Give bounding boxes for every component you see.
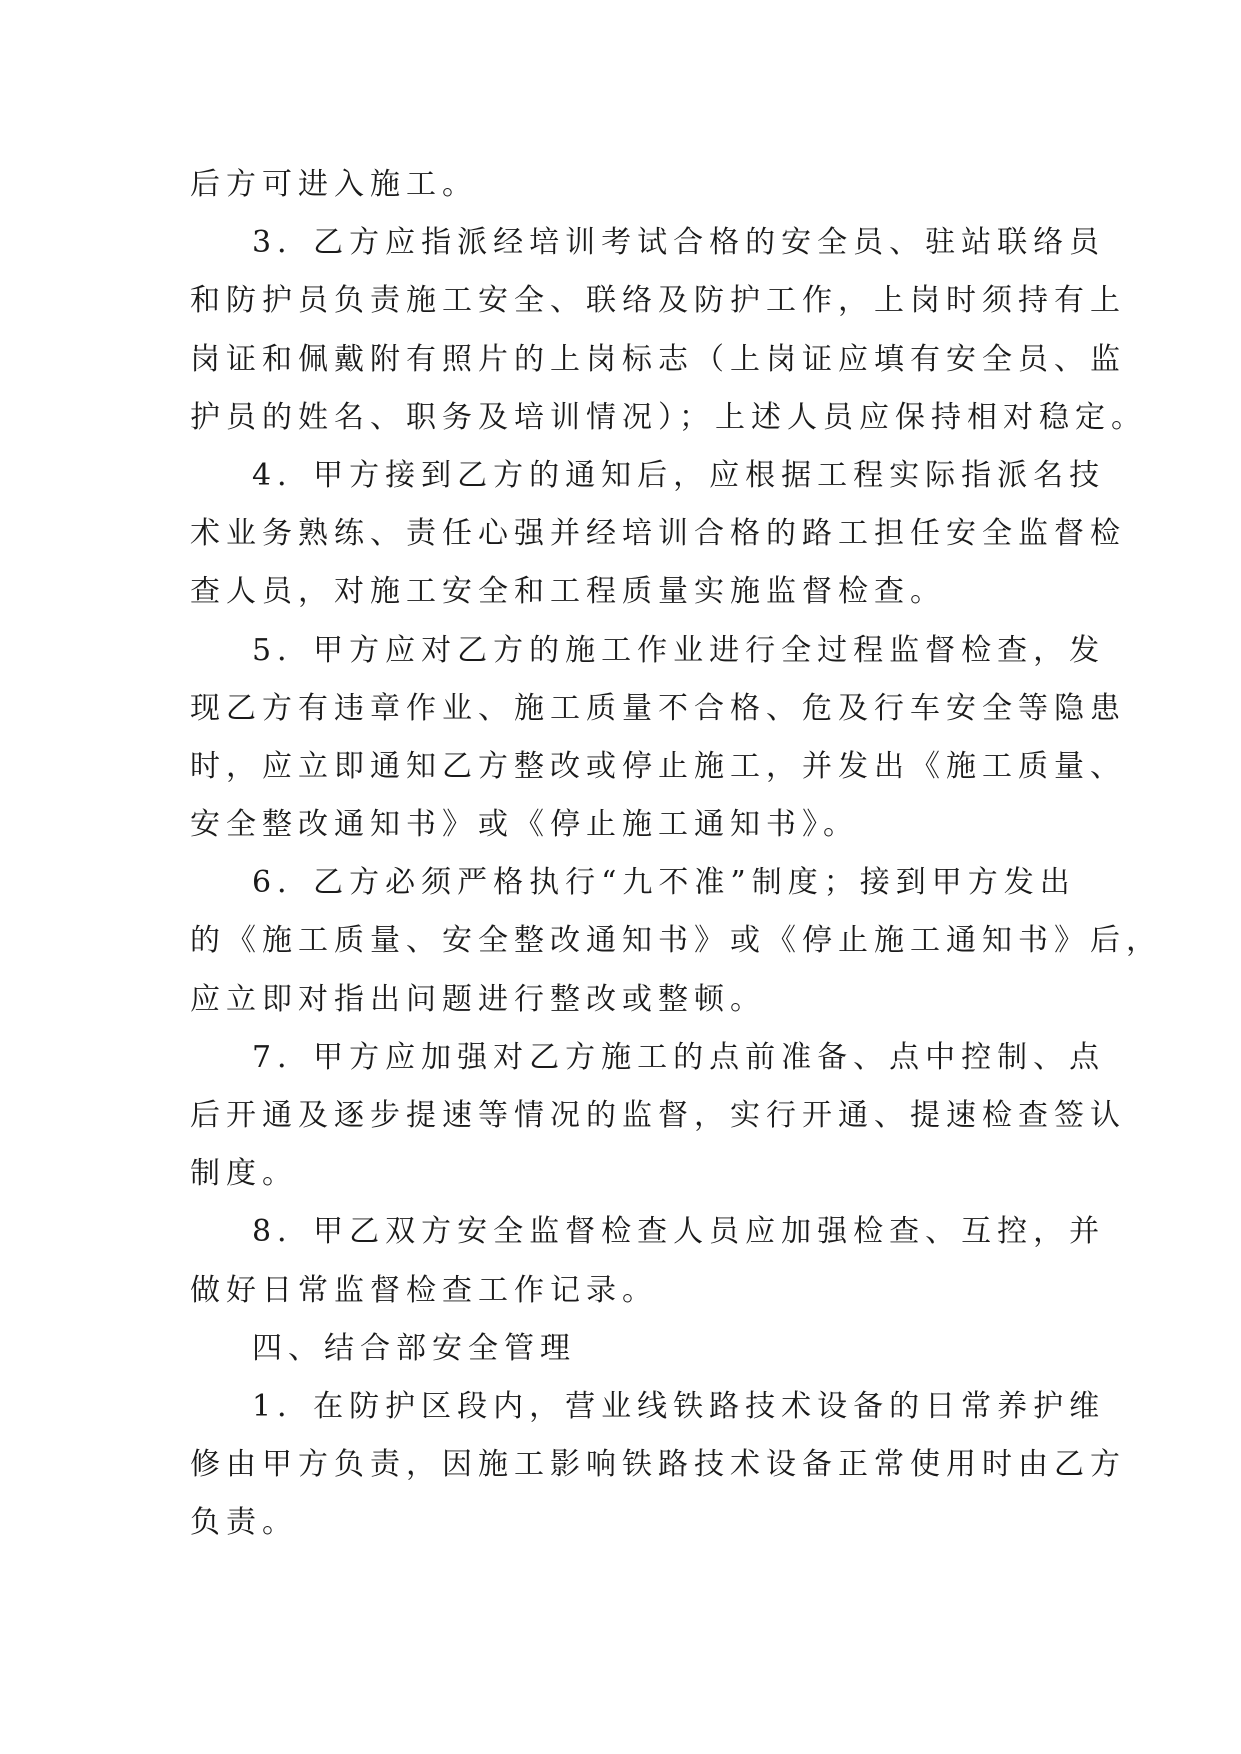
text-line: 现乙方有违章作业、施工质量不合格、危及行车安全等隐患	[190, 690, 1126, 726]
text-line: 制度。	[190, 1156, 298, 1192]
text-line: 8．甲乙双方安全监督检查人员应加强检查、互控，并	[252, 1214, 1106, 1250]
text-line: 修由甲方负责，因施工影响铁路技术设备正常使用时由乙方	[190, 1447, 1126, 1483]
text-line: 负责。	[190, 1505, 298, 1541]
text-line: 和防护员负责施工安全、联络及防护工作，上岗时须持有上	[190, 283, 1126, 319]
text-line: 做好日常监督检查工作记录。	[190, 1272, 658, 1308]
text-line: 岗证和佩戴附有照片的上岗标志（上岗证应填有安全员、监	[190, 341, 1126, 377]
text-line: 后开通及逐步提速等情况的监督，实行开通、提速检查签认	[190, 1098, 1126, 1133]
text-line: 应立即对指出问题进行整改或整顿。	[190, 981, 766, 1017]
text-line: 4．甲方接到乙方的通知后，应根据工程实际指派名技	[252, 457, 1106, 493]
text-line: 时，应立即通知乙方整改或停止施工，并发出《施工质量、	[190, 748, 1126, 784]
text-line: 7．甲方应加强对乙方施工的点前准备、点中控制、点	[252, 1039, 1106, 1075]
text-line: 5．甲方应对乙方的施工作业进行全过程监督检查，发	[252, 632, 1106, 668]
text-line: 查人员，对施工安全和工程质量实施监督检查。	[190, 574, 946, 610]
text-line: 护员的姓名、职务及培训情况）；上述人员应保持相对稳定。	[190, 399, 1147, 435]
document-body	[190, 156, 1162, 1553]
text-line: 安全整改通知书》或《停止施工通知书》。	[190, 807, 859, 843]
text-line: 后方可进入施工。	[190, 167, 478, 202]
text-line: 6．乙方必须严格执行“九不准”制度；接到甲方发出	[252, 865, 1076, 901]
text-line: 术业务熟练、责任心强并经培训合格的路工担任安全监督检	[190, 516, 1126, 552]
text-line: 1．在防护区段内，营业线铁路技术设备的日常养护维	[252, 1388, 1106, 1424]
document-page	[190, 156, 1162, 1553]
text-line: 四、结合部安全管理	[252, 1330, 576, 1366]
text-line: 3．乙方应指派经培训考试合格的安全员、驻站联络员	[252, 225, 1106, 261]
text-line: 的《施工质量、安全整改通知书》或《停止施工通知书》后，	[190, 923, 1162, 959]
